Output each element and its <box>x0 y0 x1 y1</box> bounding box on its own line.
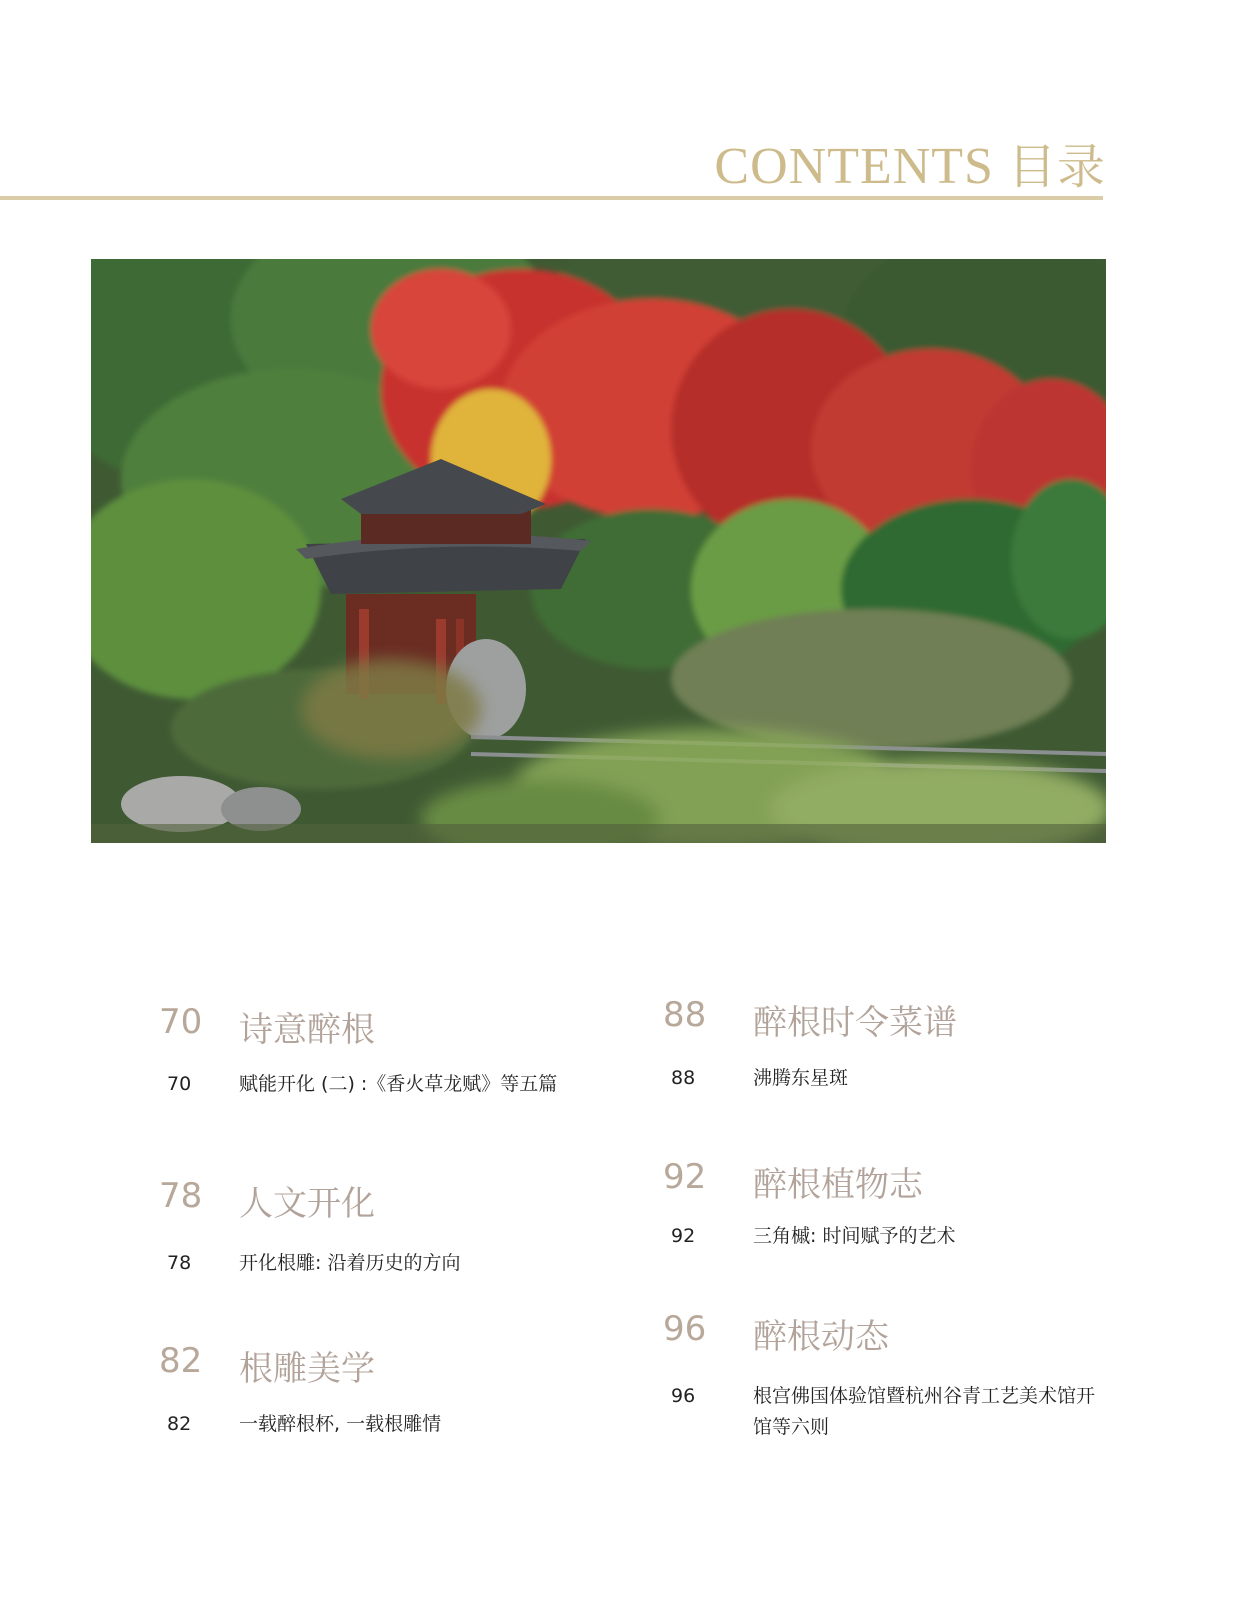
section-title: 醉根时令菜谱 <box>753 1003 957 1043</box>
section-page-number: 78 <box>159 1176 203 1216</box>
entry-page-number: 82 <box>167 1413 192 1435</box>
section-page-number: 82 <box>159 1341 203 1381</box>
section-page-number: 92 <box>663 1157 707 1197</box>
entry-title: 开化根雕: 沿着历史的方向 <box>239 1252 461 1274</box>
section-page-number: 88 <box>663 995 707 1035</box>
page-title <box>714 128 1106 197</box>
entry-page-number: 88 <box>671 1067 696 1089</box>
toc-section <box>663 993 1113 1103</box>
entry-page-number: 96 <box>671 1385 696 1407</box>
toc-section <box>159 1174 599 1284</box>
section-title: 醉根动态 <box>753 1317 889 1357</box>
entry-page-number: 92 <box>671 1225 696 1247</box>
section-title: 醉根植物志 <box>753 1165 923 1205</box>
entry-title: 一载醉根杯, 一载根雕情 <box>239 1413 442 1435</box>
entry-title: 赋能开化 (二) :《香火草龙赋》等五篇 <box>239 1073 558 1095</box>
garden-pavilion-photo <box>91 259 1106 843</box>
toc-section <box>663 1307 1113 1447</box>
entry-title: 沸腾东星斑 <box>753 1067 849 1089</box>
entry-page-number: 78 <box>167 1252 192 1274</box>
toc-section <box>663 1155 1113 1265</box>
toc-section <box>159 1339 599 1449</box>
section-page-number: 96 <box>663 1309 707 1349</box>
section-page-number: 70 <box>159 1002 203 1042</box>
section-title: 根雕美学 <box>239 1349 375 1389</box>
title-english: CONTENTS <box>714 138 994 195</box>
toc-section <box>159 1000 599 1110</box>
entry-title: 三角槭: 时间赋予的艺术 <box>753 1225 956 1247</box>
entry-page-number: 70 <box>167 1073 192 1095</box>
entry-title: 根宫佛国体验馆暨杭州谷青工艺美术馆开馆等六则 <box>753 1385 1096 1438</box>
title-chinese: 目录 <box>1007 139 1106 195</box>
section-title: 人文开化 <box>239 1184 375 1224</box>
header-rule <box>0 196 1103 200</box>
section-title: 诗意醉根 <box>239 1010 375 1050</box>
